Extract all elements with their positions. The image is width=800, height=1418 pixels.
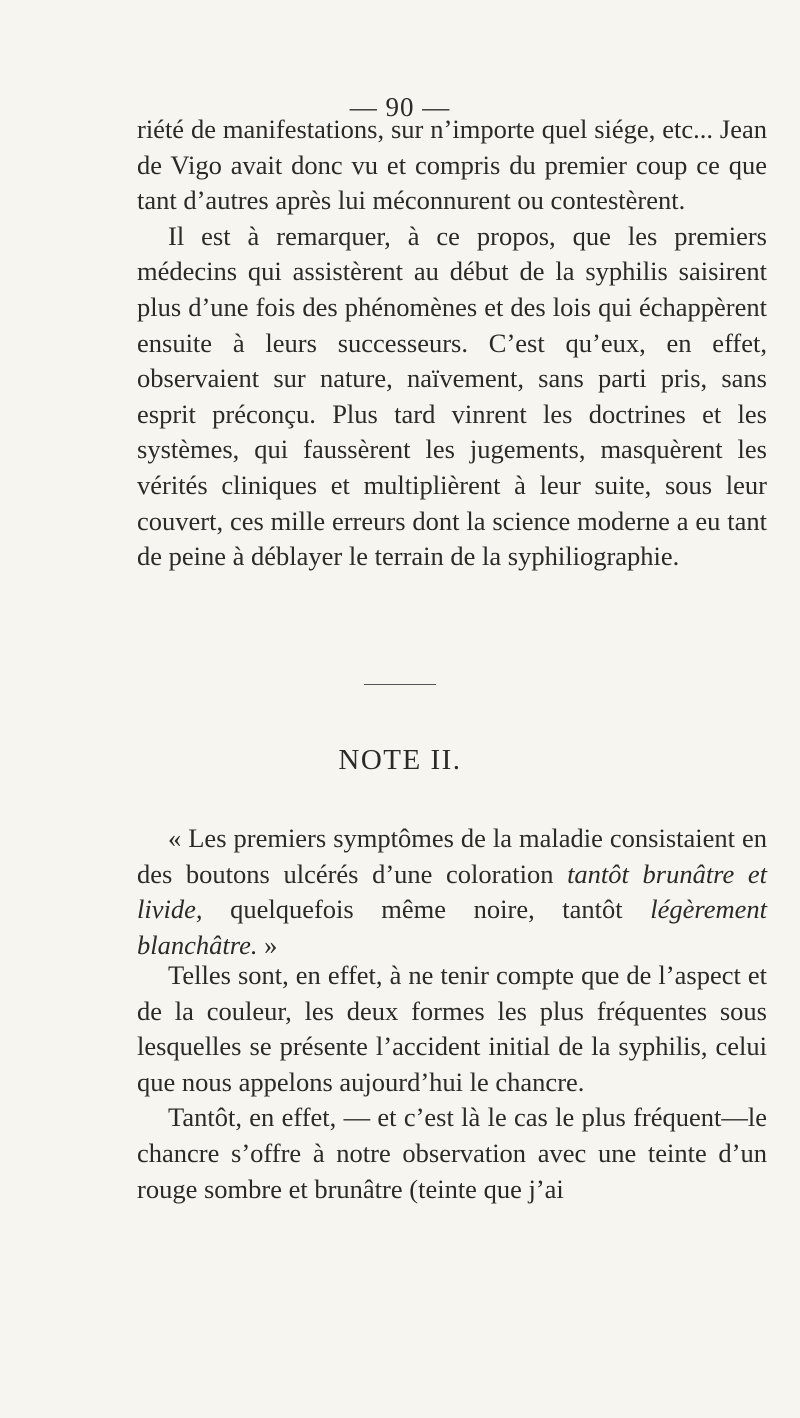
note-body [137,958,767,1207]
paragraph-early-physicians: Il est à remarquer, à ce propos, que les premiers médecins qui assistèrent au début de la syphilis saisirent plus d’une fois des phénomènes et des lois qui échappèrent ensuite à leurs successeurs. C’est qu’eux, en effet, observaient sur nature, naïvement, sans parti pris, sans esprit préconçu. Plus tard vinrent les doctrines et les systèmes, qui faussèrent les jugements, masquèrent les vérités cliniques et multiplièrent à leur suite, sous leur couvert, ces mille erreurs dont la science moderne a eu tant de peine à déblayer le terrain de la syphiliographie. [137,220,767,572]
paragraph-chancre-forms: Telles sont, en effet, à ne tenir compte que de l’aspect et de la couleur, les deux formes les plus fréquentes sous lesquelles se présente l’accident initial de la syphilis, celui que nous appelons aujourd’hui le chancre. [137,960,767,1097]
quote-text-end: » [257,929,278,960]
quote-text-mid: quelquefois même noire, tantôt [202,894,651,925]
page-number: — 90 — [349,92,451,122]
quote-paragraph [137,821,767,963]
quote-text-start: « Les premiers symptômes de la maladie consistaient en des boutons ulcérés d’une coloration [137,823,767,889]
quote-italic-blanchatre: légèrement blanchâtre. [137,894,767,960]
section-1-text [137,112,767,575]
quote-italic-brunatre: tantôt brunâtre et livide, [137,858,767,925]
paragraph-chancre-red: Tantôt, en effet, — et c’est là le cas le plus fréquent—le chancre s’offre à notre observation avec une teinte d’un rouge sombre et brunâtre (teinte que j’ai [137,1102,767,1204]
note-title: NOTE II. [338,744,462,776]
section-divider [364,684,436,685]
note-quote [137,821,767,963]
paragraph-vigo: riété de manifestations, sur n’importe quel siége, etc... Jean de Vigo avait donc vu et compris du premier coup ce que tant d’autres après lui méconnurent ou contestèrent. [137,114,767,216]
